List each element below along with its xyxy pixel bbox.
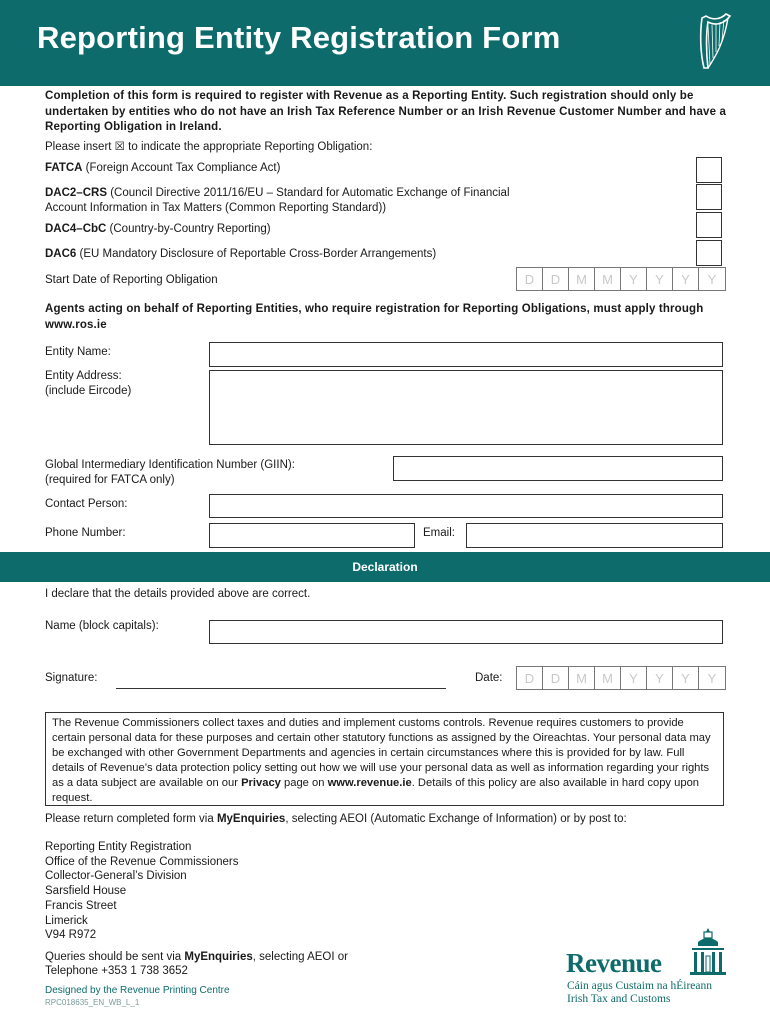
fatca-checkbox[interactable]	[696, 157, 722, 183]
privacy-notice: The Revenue Commissioners collect taxes and duties and implement customs controls. Revenue requires customers to provide certain personal data for these purposes and certain other statutory functions as assigned by the Oireachtas. Your personal data may be exchanged with other Government Departments and agencies in certain circumstances where this is provided for by law. Full details of Revenue’s data protection policy setting out how we will use your personal data as well as information regarding your rights as a data subject are available on our Privacy page on www.revenue.ie. Details of this policy are also available in hard copy upon request.	[45, 712, 724, 806]
signature-label: Signature:	[45, 672, 98, 684]
return-instructions: Please return completed form via MyEnquiries, selecting AEOI (Automatic Exchange of Information) or by post to:	[45, 813, 627, 825]
entity-address-label: Entity Address:	[45, 370, 122, 382]
giin-sublabel: (required for FATCA only)	[45, 474, 175, 486]
option-fatca-label: FATCA (Foreign Account Tax Compliance Act)	[45, 162, 281, 174]
email-field[interactable]	[466, 523, 723, 548]
contact-person-label: Contact Person:	[45, 498, 128, 510]
email-label: Email:	[423, 527, 455, 539]
form-code: RPC018635_EN_WB_L_1	[45, 998, 140, 1007]
start-date-input[interactable]: D D M M Y Y Y Y	[516, 267, 726, 291]
declaration-date-input[interactable]: D D M M Y Y Y Y	[516, 666, 726, 690]
customs-house-icon	[690, 926, 726, 976]
obligation-instruction: Please insert ☒ to indicate the appropriate Reporting Obligation:	[45, 141, 373, 153]
revenue-logo-irish: Cáin agus Custaim na hÉireann	[567, 980, 712, 992]
cbc-checkbox[interactable]	[696, 212, 722, 238]
revenue-site-link[interactable]: www.revenue.ie	[327, 777, 412, 789]
revenue-logo-english: Irish Tax and Customs	[567, 993, 671, 1005]
option-crs-label: DAC2–CRS (Council Directive 2011/16/EU – Standard for Automatic Exchange of Financial	[45, 187, 510, 199]
entity-name-label: Entity Name:	[45, 346, 111, 358]
contact-person-field[interactable]	[209, 494, 723, 518]
entity-name-field[interactable]	[209, 342, 723, 367]
option-crs-label-line2: Account Information in Tax Matters (Common Reporting Standard))	[45, 202, 387, 214]
designed-by: Designed by the Revenue Printing Centre	[45, 985, 230, 996]
giin-label: Global Intermediary Identification Number (GIIN):	[45, 459, 295, 471]
harp-icon	[694, 12, 736, 74]
date-label: Date:	[475, 672, 503, 684]
intro-text: Completion of this form is required to register with Revenue as a Reporting Entity. Such registration should only be undertaken by entities who do not have an Irish Tax Reference Number or an Irish Revenue Customer Number and have a Reporting Obligation in Ireland.	[45, 90, 727, 133]
crs-checkbox[interactable]	[696, 184, 722, 210]
name-block-label: Name (block capitals):	[45, 620, 159, 632]
agents-note: Agents acting on behalf of Reporting Entities, who require registration for Reporting Obligations, must apply through www.ros.ie	[45, 303, 704, 331]
privacy-link[interactable]: Privacy	[241, 777, 281, 789]
phone-field[interactable]	[209, 523, 415, 548]
declaration-header: Declaration	[0, 552, 770, 582]
giin-field[interactable]	[393, 456, 723, 481]
name-block-field[interactable]	[209, 620, 723, 644]
entity-address-sublabel: (include Eircode)	[45, 385, 132, 397]
revenue-logo-word: Revenue	[566, 948, 662, 978]
postal-address: Reporting Entity Registration Office of the Revenue Commissioners Collector-General’s Division Sarsfield House Francis Street Limerick V94 R972	[45, 841, 239, 942]
signature-line[interactable]	[116, 688, 446, 689]
start-date-label: Start Date of Reporting Obligation	[45, 274, 218, 286]
option-cbc-label: DAC4–CbC (Country-by-Country Reporting)	[45, 223, 271, 235]
entity-address-field[interactable]	[209, 370, 723, 445]
queries-text: Queries should be sent via MyEnquiries, selecting AEOI or	[45, 951, 348, 963]
page-title: Reporting Entity Registration Form	[37, 20, 561, 55]
queries-phone: Telephone +353 1 738 3652	[45, 965, 188, 977]
declaration-statement: I declare that the details provided above are correct.	[45, 588, 311, 600]
dac6-checkbox[interactable]	[696, 240, 722, 266]
option-dac6-label: DAC6 (EU Mandatory Disclosure of Reportable Cross-Border Arrangements)	[45, 248, 437, 260]
phone-label: Phone Number:	[45, 527, 126, 539]
